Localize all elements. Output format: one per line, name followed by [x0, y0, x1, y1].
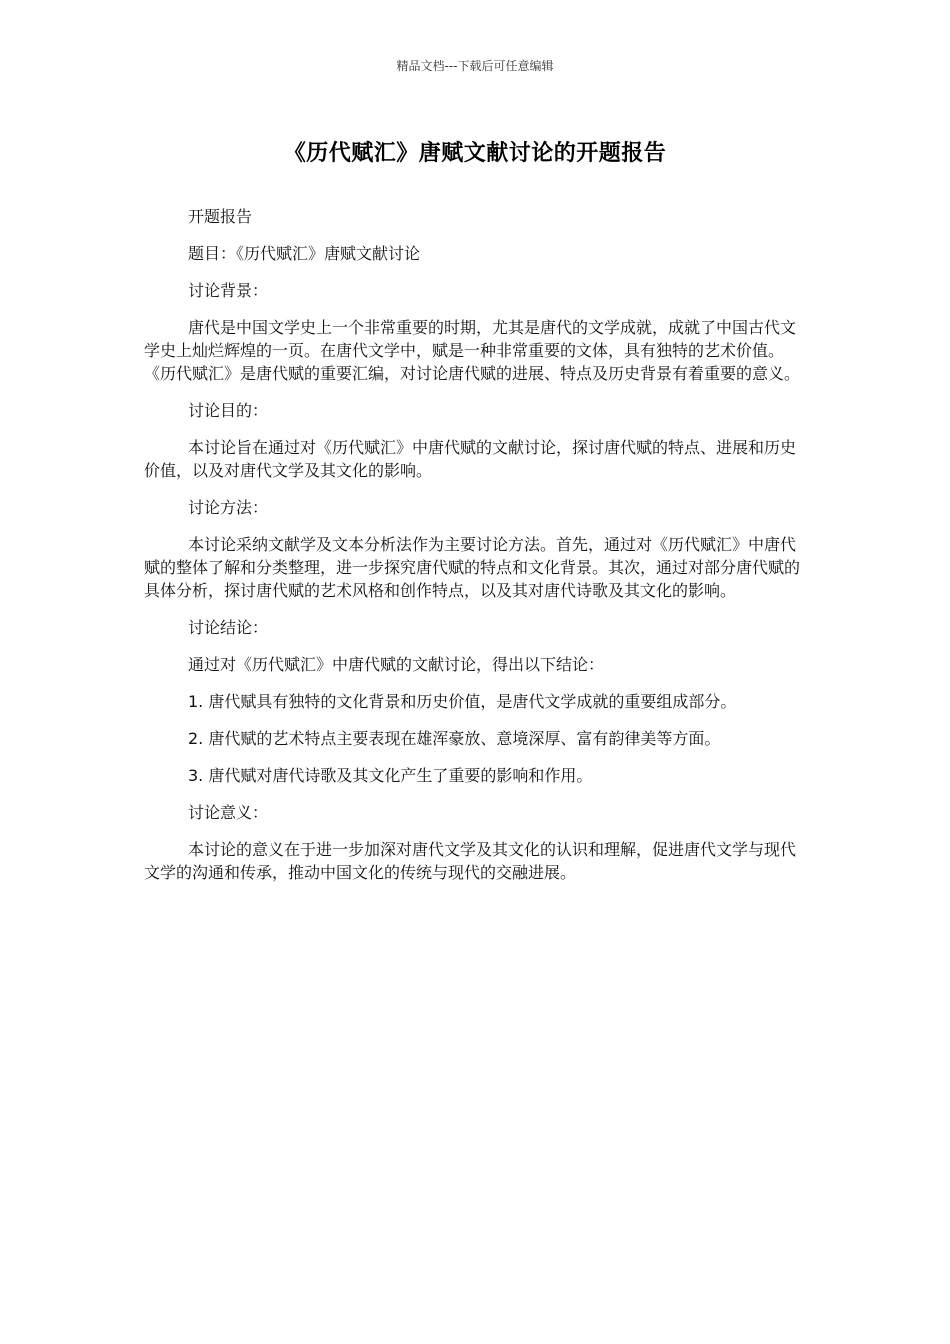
heading-conclusion: 讨论结论：	[188, 618, 269, 637]
header-note: 精品文档---下载后可任意编辑	[396, 59, 554, 73]
conclusion-item-2: 2. 唐代赋的艺术特点主要表现在雄浑豪放、意境深厚、富有韵律美等方面。	[188, 729, 721, 748]
paragraph-conclusion-intro: 通过对《历代赋汇》中唐代赋的文献讨论，得出以下结论：	[188, 655, 605, 674]
document-body	[144, 205, 806, 898]
heading-purpose: 讨论目的：	[188, 401, 269, 420]
paragraph-background: 唐代是中国文学史上一个非常重要的时期，尤其是唐代的文学成就，成就了中国古代文学史上灿烂辉煌的一页。在唐代文学中，赋是一种非常重要的文体，具有独特的艺术价值。《历代赋汇》是唐代赋的重要汇编，对讨论唐代赋的进展、特点及历史背景有着重要的意义。	[144, 318, 801, 383]
paragraph-significance: 本讨论的意义在于进一步加深对唐代文学及其文化的认识和理解，促进唐代文学与现代文学的沟通和传承，推动中国文化的传统与现代的交融进展。	[144, 840, 797, 882]
document-title: 《历代赋汇》唐赋文献讨论的开题报告	[283, 141, 667, 166]
paragraph-purpose: 本讨论旨在通过对《历代赋汇》中唐代赋的文献讨论，探讨唐代赋的特点、进展和历史价值，以及对唐代文学及其文化的影响。	[144, 438, 797, 480]
heading-significance: 讨论意义：	[188, 803, 269, 822]
paragraph-method: 本讨论采纳文献学及文本分析法作为主要讨论方法。首先，通过对《历代赋汇》中唐代赋的整体了解和分类整理，进一步探究唐代赋的特点和文化背景。其次，通过对部分唐代赋的具体分析，探讨唐代赋的艺术风格和创作特点，以及其对唐代诗歌及其文化的影响。	[144, 535, 801, 600]
conclusion-item-1: 1. 唐代赋具有独特的文化背景和历史价值，是唐代文学成就的重要组成部分。	[188, 692, 737, 711]
heading-background: 讨论背景：	[188, 281, 269, 300]
conclusion-item-3: 3. 唐代赋对唐代诗歌及其文化产生了重要的影响和作用。	[188, 766, 593, 785]
heading-method: 讨论方法：	[188, 498, 269, 517]
paragraph-topic: 题目：《历代赋汇》唐赋文献讨论	[188, 244, 421, 263]
paragraph-report-label: 开题报告	[188, 207, 253, 226]
